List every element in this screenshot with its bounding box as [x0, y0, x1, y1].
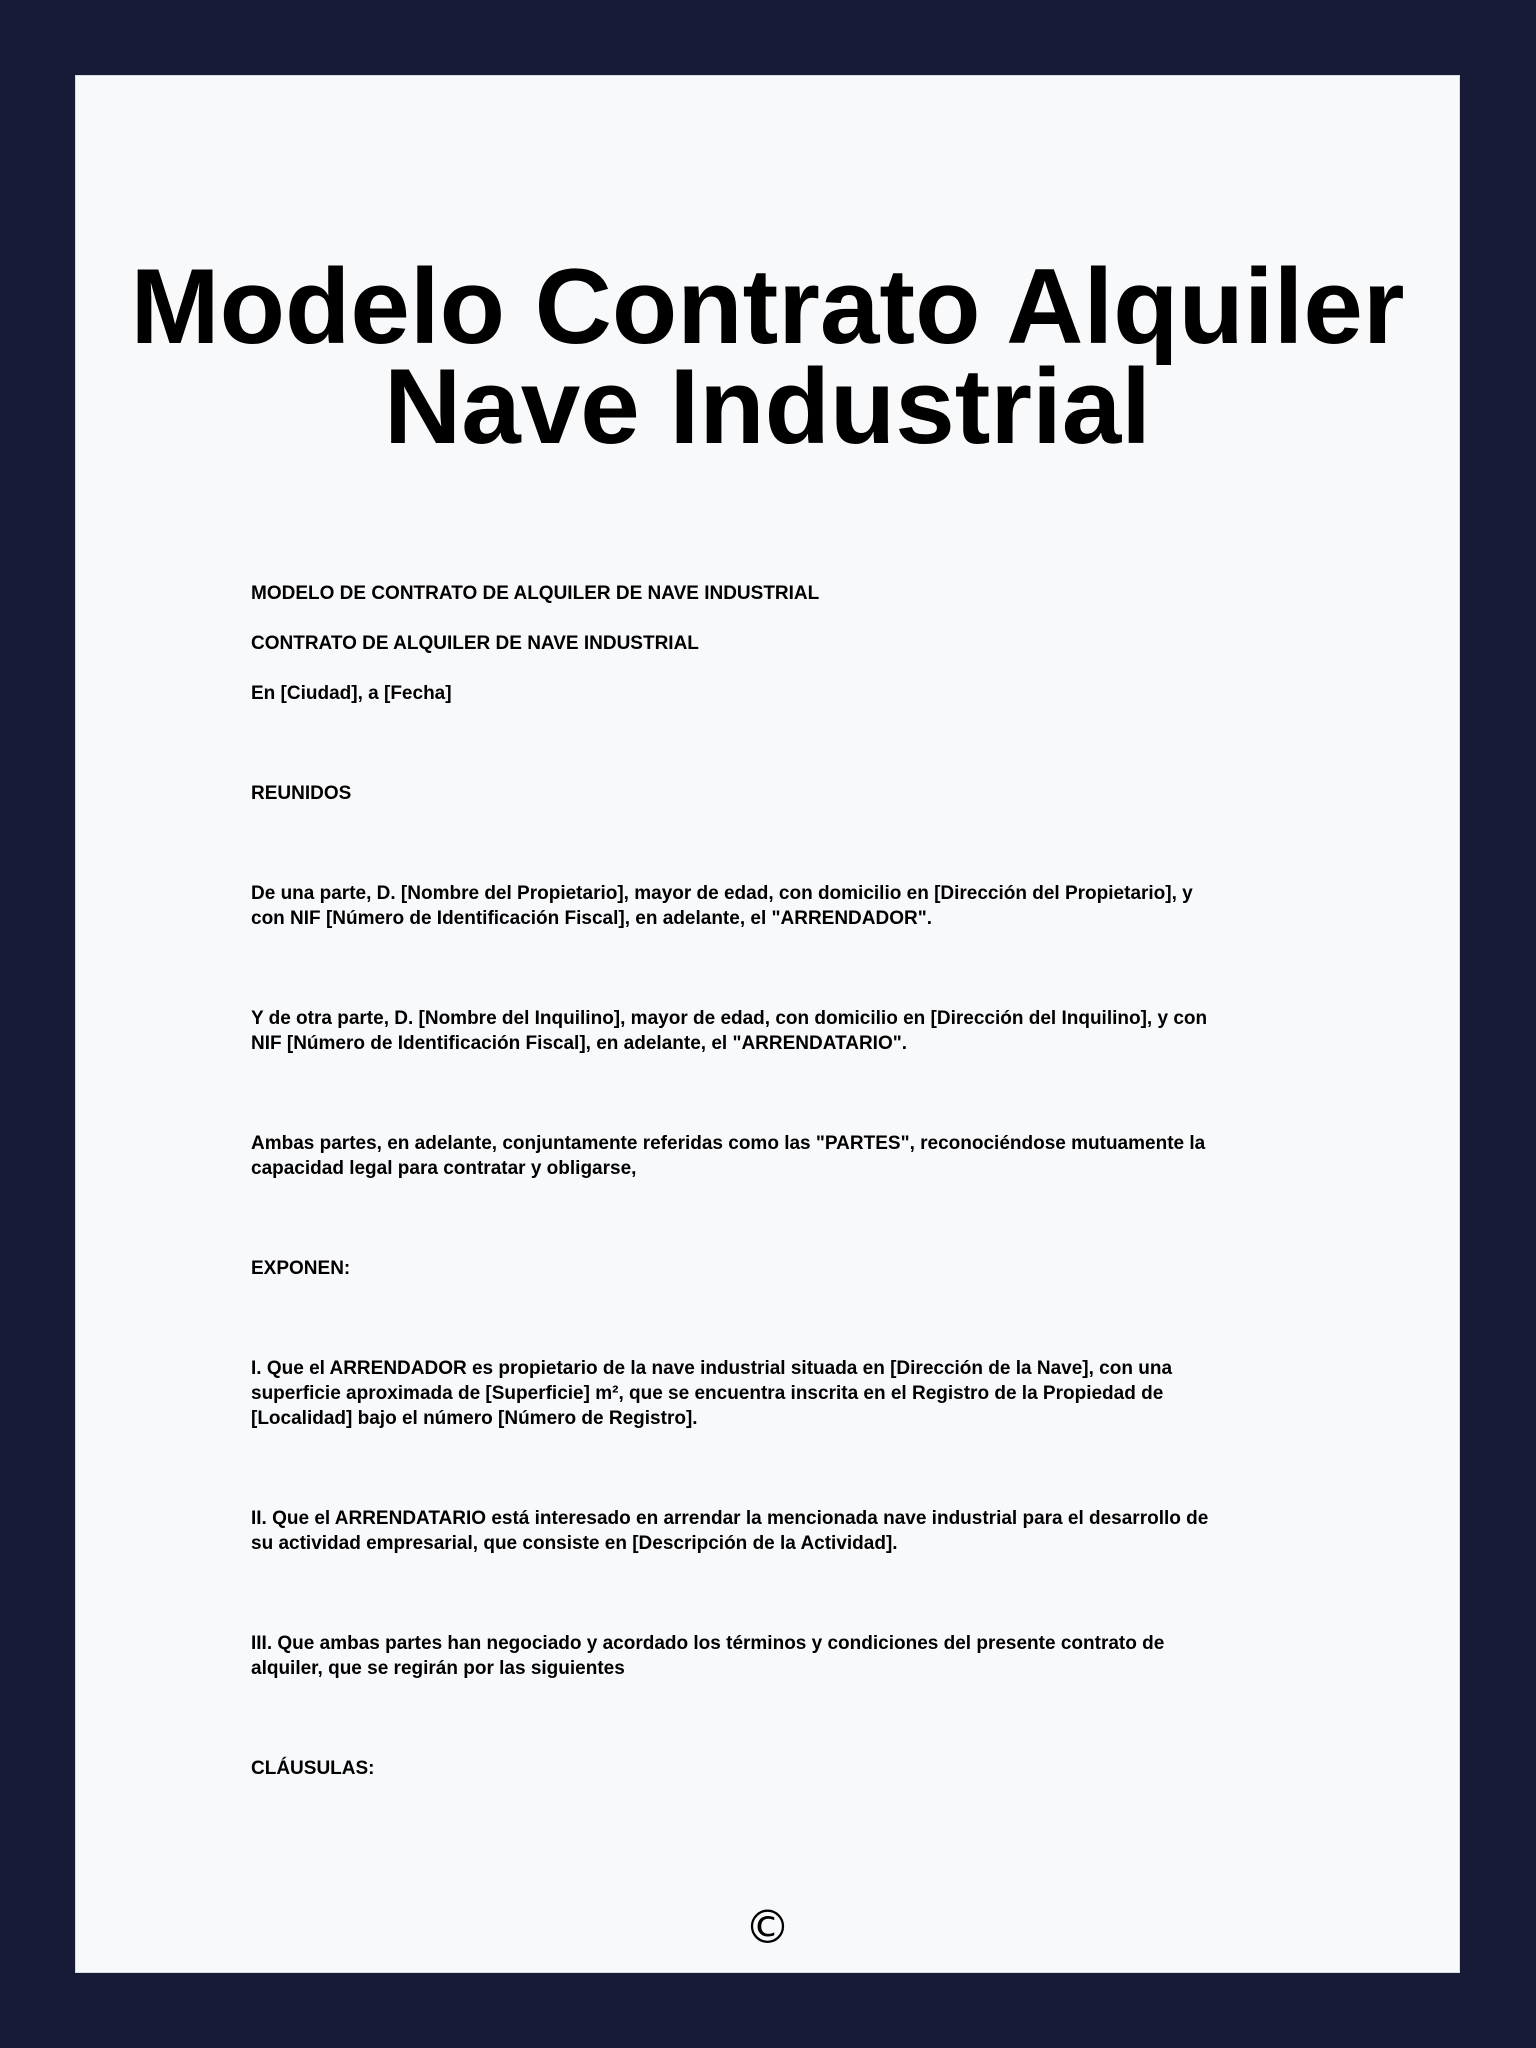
section-reunidos: REUNIDOS: [251, 783, 352, 804]
heading-contract: CONTRATO DE ALQUILER DE NAVE INDUSTRIAL: [251, 633, 699, 654]
paragraph-exponen-iii: III. Que ambas partes han negociado y acordado los términos y condiciones del presente contrato de alquiler, que se regirán por las siguientes: [251, 1633, 1165, 1679]
paragraph-partes: Ambas partes, en adelante, conjuntamente referidas como las "PARTES", reconociéndose mutuamente la capacidad legal para contratar y obligarse,: [251, 1133, 1206, 1179]
paragraph-exponen-i: I. Que el ARRENDADOR es propietario de la nave industrial situada en [Dirección de la Nave], con una superficie aproximada de [Superficie] m², que se encuentra inscrita en el Registro de la Propiedad de [Localidad] bajo el número [Número de Registro].: [251, 1358, 1173, 1429]
document-title-line-1: Modelo Contrato Alquiler: [130, 246, 1405, 366]
place-date-line: En [Ciudad], a [Fecha]: [251, 683, 452, 704]
paragraph-exponen-ii: II. Que el ARRENDATARIO está interesado en arrendar la mencionada nave industrial para el desarrollo de su actividad empresarial, que consiste en [Descripción de la Actividad].: [251, 1508, 1209, 1554]
document-title-line-2: Nave Industrial: [383, 346, 1152, 466]
heading-model: MODELO DE CONTRATO DE ALQUILER DE NAVE INDUSTRIAL: [251, 583, 820, 604]
copyright-icon: ©: [744, 1900, 791, 1954]
paragraph-arrendador: De una parte, D. [Nombre del Propietario], mayor de edad, con domicilio en [Dirección del Propietario], y con NIF [Número de Identificación Fiscal], en adelante, el "ARRENDADOR".: [251, 883, 1193, 929]
section-clausulas: CLÁUSULAS:: [251, 1758, 375, 1779]
document-title: [76, 246, 1459, 466]
document-body: [251, 551, 1351, 1781]
paragraph-arrendatario: Y de otra parte, D. [Nombre del Inquilino], mayor de edad, con domicilio en [Dirección del Inquilino], y con NIF [Número de Identificación Fiscal], en adelante, el "ARRENDATARIO".: [251, 1008, 1208, 1054]
section-exponen: EXPONEN:: [251, 1258, 351, 1279]
document-page: [75, 75, 1460, 1973]
